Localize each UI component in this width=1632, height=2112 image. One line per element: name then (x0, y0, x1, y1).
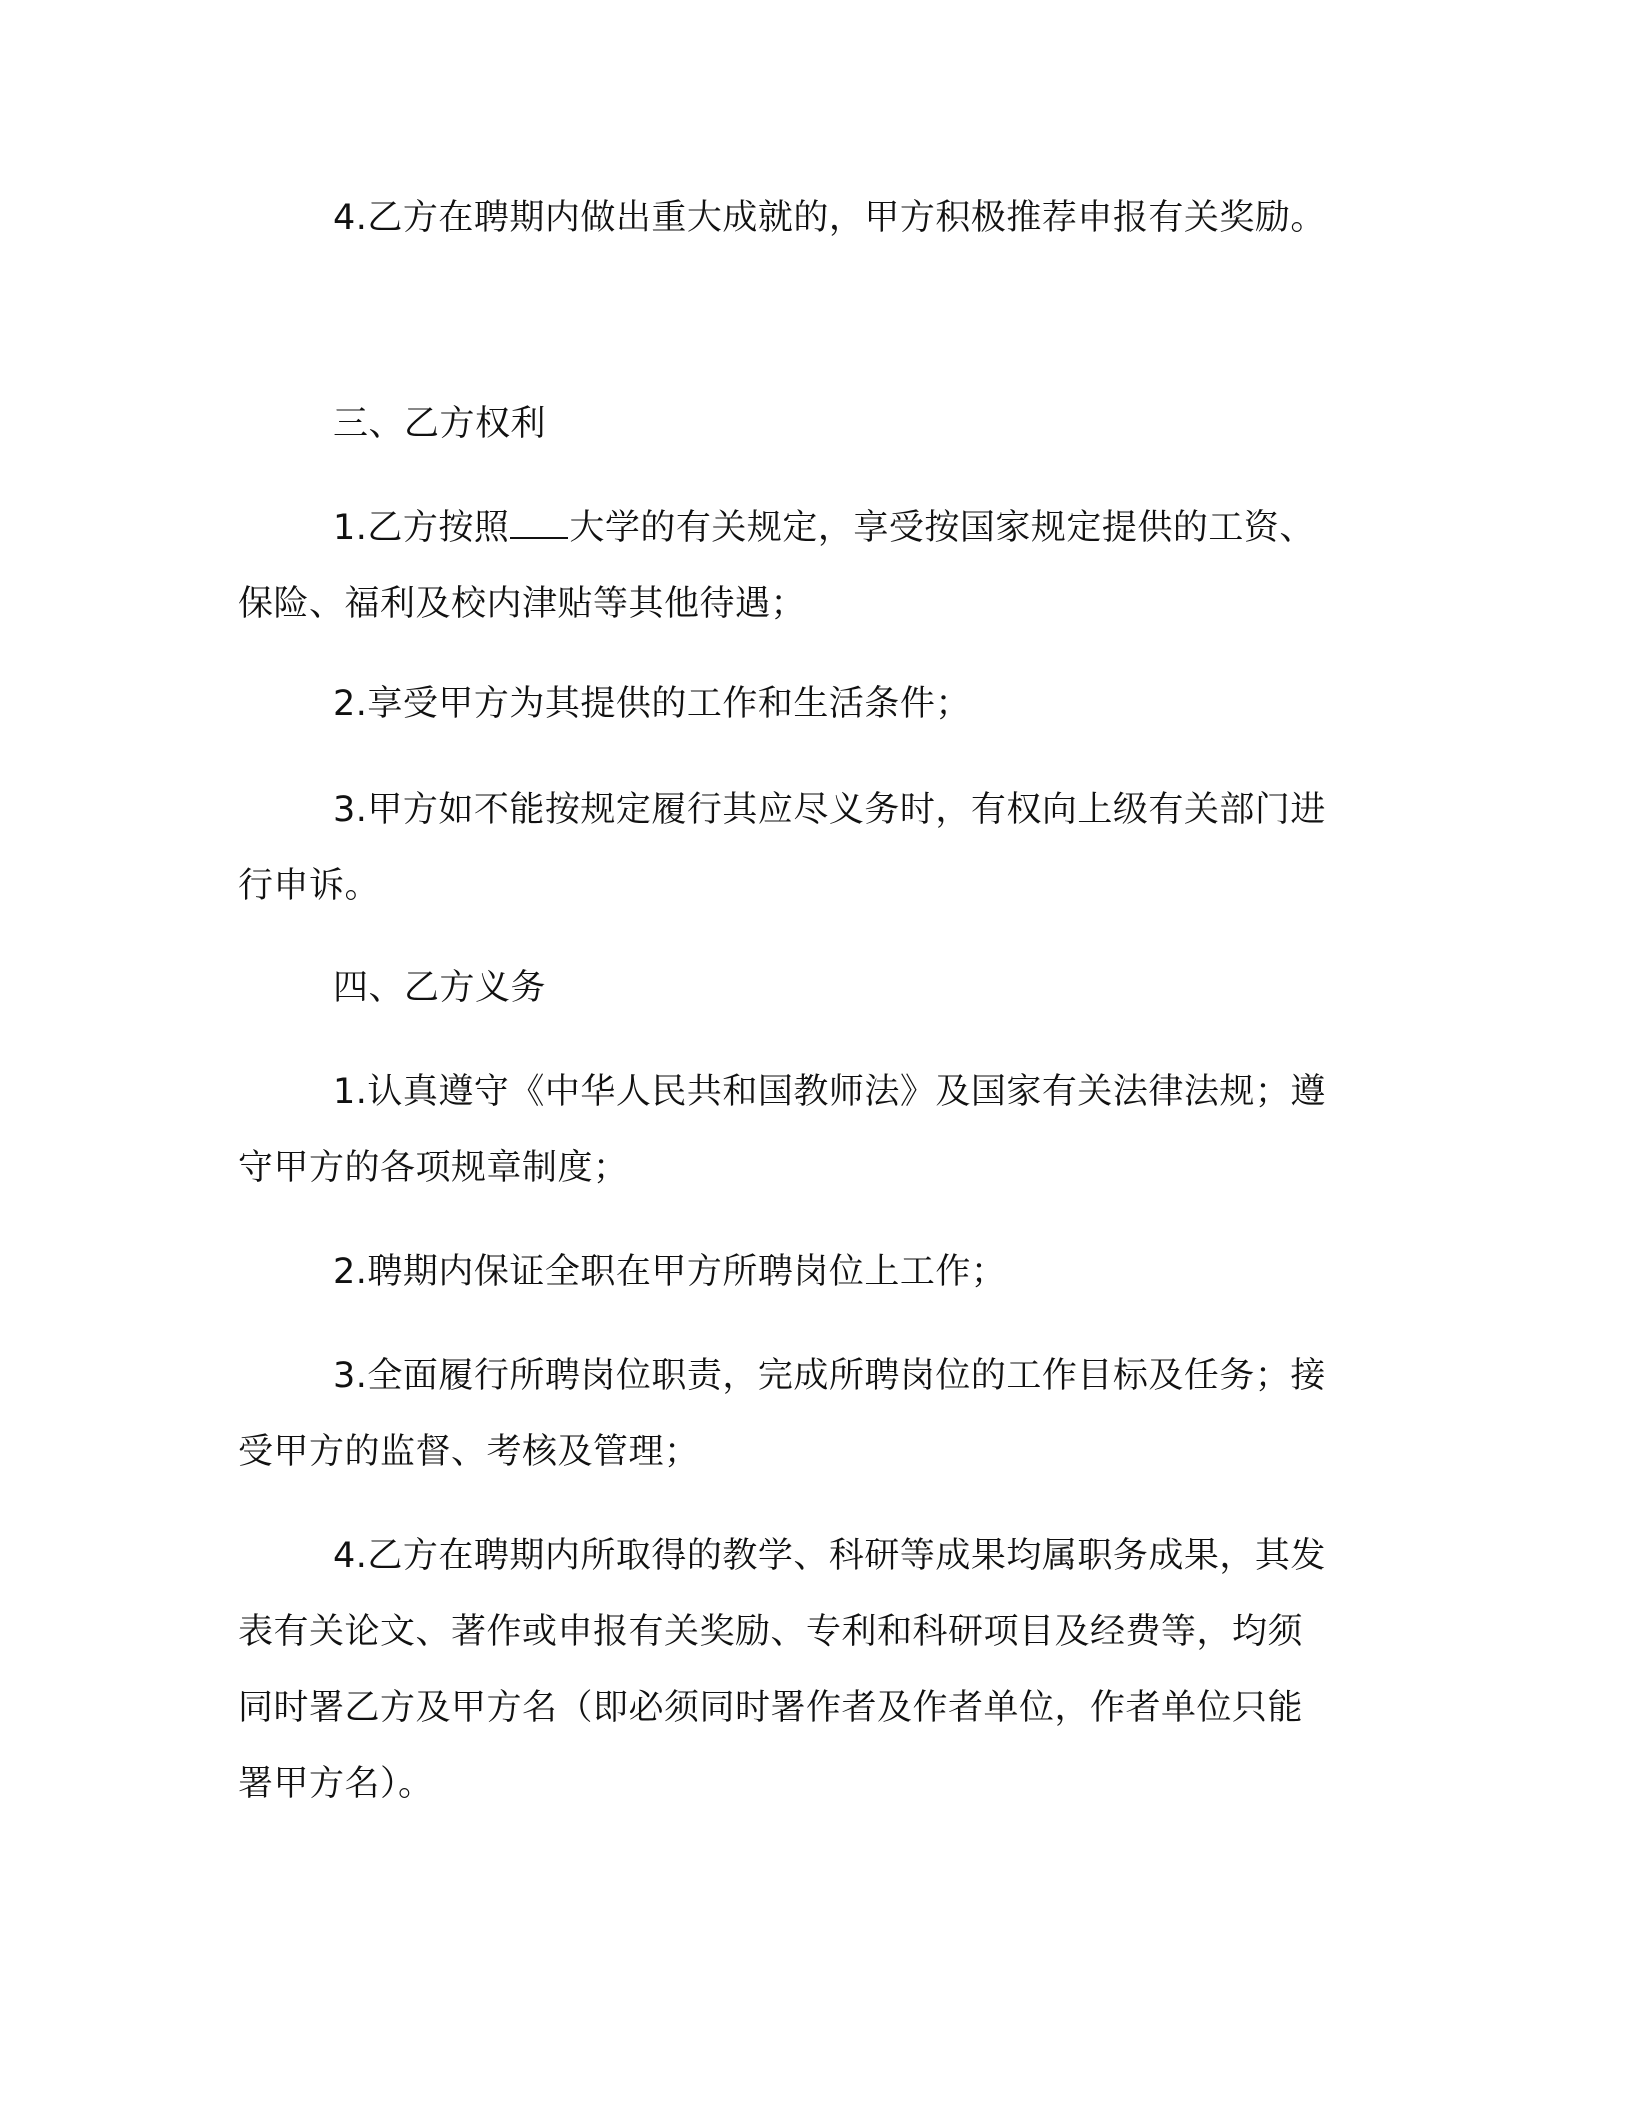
obligations-item-2: 2.聘期内保证全职在甲方所聘岗位上工作； (333, 1252, 1007, 1292)
rights-item-1-rest: 大学的有关规定，享受按国家规定提供的工资、 (569, 508, 1315, 548)
rights-item-1-line-2: 保险、福利及校内津贴等其他待遇； (238, 584, 807, 624)
paragraph-reward: 4.乙方在聘期内做出重大成就的，甲方积极推荐申报有关奖励。 (333, 198, 1326, 238)
rights-item-1-line-1 (333, 506, 1315, 550)
obligations-item-1-line-2: 守甲方的各项规章制度； (238, 1148, 629, 1188)
obligations-item-4-line-4: 署甲方名）。 (238, 1764, 434, 1804)
obligations-item-1-line-1: 1.认真遵守《中华人民共和国教师法》及国家有关法律法规；遵 (333, 1072, 1326, 1112)
fill-in-blank (510, 507, 568, 539)
section-heading-obligations: 四、乙方义务 (333, 968, 547, 1008)
rights-item-3-line-2: 行申诉。 (238, 866, 381, 906)
obligations-item-4-line-1: 4.乙方在聘期内所取得的教学、科研等成果均属职务成果，其发 (333, 1536, 1326, 1576)
rights-item-3-line-1: 3.甲方如不能按规定履行其应尽义务时，有权向上级有关部门进 (333, 790, 1326, 830)
obligations-item-4-line-3: 同时署乙方及甲方名（即必须同时署作者及作者单位，作者单位只能 (238, 1688, 1304, 1728)
obligations-item-3-line-1: 3.全面履行所聘岗位职责，完成所聘岗位的工作目标及任务；接 (333, 1356, 1326, 1396)
obligations-item-3-line-2: 受甲方的监督、考核及管理； (238, 1432, 700, 1472)
obligations-item-4-line-2: 表有关论文、著作或申报有关奖励、专利和科研项目及经费等，均须 (238, 1612, 1304, 1652)
section-heading-rights: 三、乙方权利 (333, 404, 547, 444)
rights-item-1-prefix: 1.乙方按照 (333, 508, 510, 548)
rights-item-2: 2.享受甲方为其提供的工作和生活条件； (333, 684, 971, 724)
